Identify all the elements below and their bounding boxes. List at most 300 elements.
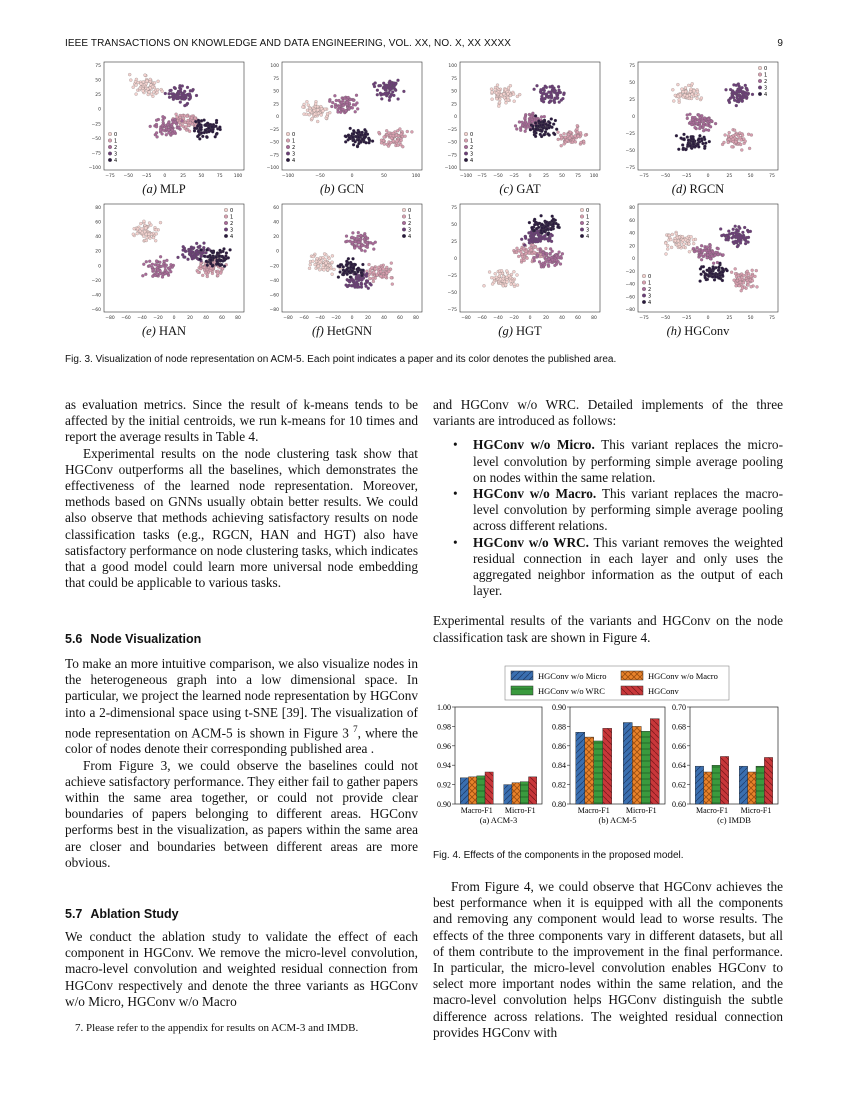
scatter-point: [543, 89, 546, 92]
scatter-point: [152, 90, 155, 93]
scatter-point: [533, 229, 536, 232]
legend-label: 3: [408, 227, 412, 234]
scatter-point: [717, 247, 720, 250]
x-tick-label: 50: [381, 174, 387, 179]
y-tick-label: 75: [451, 206, 457, 211]
y-tick-label: 20: [95, 249, 101, 255]
bar: [764, 757, 772, 804]
scatter-point: [520, 238, 523, 241]
scatter-point: [543, 234, 546, 237]
y-tick-label: 100: [448, 64, 457, 69]
scatter-point: [698, 119, 701, 122]
scatter-point: [156, 91, 159, 94]
scatter-point: [694, 126, 697, 129]
scatter-point: [311, 117, 314, 120]
scatter-point: [392, 82, 395, 85]
scatter-point: [552, 123, 555, 126]
scatter-point: [361, 244, 364, 247]
scatter-point: [142, 90, 145, 93]
subfigure-tag: (a): [142, 182, 157, 196]
scatter-point: [380, 141, 383, 144]
scatter-point: [132, 233, 135, 236]
y-tick-label: 40: [273, 220, 279, 226]
scatter-point: [314, 263, 317, 266]
legend-label: 1: [764, 72, 768, 79]
scatter-point: [392, 134, 395, 137]
subplot-label: (b) ACM-5: [598, 815, 637, 825]
legend-label: 4: [648, 299, 652, 306]
y-tick-label: 0.82: [552, 780, 566, 790]
scatter-point: [554, 119, 557, 122]
scatter-point: [539, 91, 542, 94]
scatter-point: [151, 266, 154, 269]
scatter-point: [681, 235, 684, 238]
scatter-point: [519, 129, 522, 132]
scatter-point: [706, 124, 709, 127]
bar: [632, 726, 641, 804]
scatter-point: [197, 130, 200, 133]
scatter-point: [404, 135, 407, 138]
scatter-point: [151, 275, 154, 278]
scatter-point: [540, 130, 543, 133]
y-tick-label: 0: [276, 249, 279, 255]
y-tick-label: 60: [629, 218, 635, 224]
scatter-point: [167, 131, 170, 134]
scatter-point: [540, 115, 543, 118]
scatter-point: [349, 127, 352, 130]
scatter-point: [545, 128, 548, 131]
legend-swatch: [621, 671, 643, 680]
tsne-panel-hgconv: [612, 200, 784, 340]
scatter-point: [692, 247, 695, 250]
scatter-point: [173, 130, 176, 133]
scatter-point: [216, 272, 219, 275]
scatter-point: [689, 113, 692, 116]
scatter-point: [185, 125, 188, 128]
scatter-point: [397, 79, 400, 82]
scatter-point: [547, 239, 550, 242]
scatter-point: [301, 106, 304, 109]
scatter-point: [189, 253, 192, 256]
scatter-point: [556, 92, 559, 95]
scatter-point: [155, 260, 158, 263]
scatter-point: [750, 285, 753, 288]
scatter-point: [305, 100, 308, 103]
x-tick-label: 0: [706, 316, 710, 321]
bar: [720, 756, 728, 804]
legend-label: 0: [408, 207, 412, 214]
scatter-point: [747, 230, 750, 233]
scatter-point: [677, 148, 680, 151]
scatter-point: [710, 120, 713, 123]
scatter-point: [528, 252, 531, 255]
x-tick-label: 50: [559, 174, 565, 179]
scatter-point: [534, 246, 537, 249]
scatter-point: [727, 230, 730, 233]
footnote-ref[interactable]: 7: [353, 723, 358, 734]
scatter-point: [551, 258, 554, 261]
scatter-point: [406, 130, 409, 133]
scatter-point: [334, 106, 337, 109]
scatter-point: [377, 131, 380, 134]
scatter-point: [708, 140, 711, 143]
y-tick-label: 0.80: [552, 800, 566, 809]
scatter-point: [188, 130, 191, 133]
x-tick-label: Macro-F1: [460, 806, 493, 815]
scatter-point: [737, 274, 740, 277]
x-tick-label: 0: [163, 174, 167, 179]
tsne-panel-mlp: [78, 58, 250, 198]
y-tick-label: 60: [273, 206, 279, 211]
y-tick-label: 0: [98, 107, 101, 113]
scatter-point: [155, 131, 158, 134]
y-tick-label: −100: [444, 166, 457, 171]
x-tick-label: 20: [187, 316, 193, 321]
left-column-top: [65, 397, 418, 591]
y-tick-label: 0: [98, 264, 101, 270]
scatter-point: [339, 111, 342, 114]
scatter-point: [215, 119, 218, 122]
scatter-point: [143, 230, 146, 233]
scatter-point: [318, 268, 321, 271]
x-tick-label: 25: [543, 174, 549, 179]
bar: [623, 723, 632, 804]
scatter-point: [328, 264, 331, 267]
scatter-point: [328, 100, 331, 103]
variant-name: HGConv w/o Macro.: [473, 486, 597, 502]
legend-label: 4: [764, 91, 768, 98]
scatter-point: [182, 249, 185, 252]
scatter-point: [400, 133, 403, 136]
scatter-point: [397, 144, 400, 147]
scatter-point: [142, 235, 145, 238]
scatter-point: [354, 103, 357, 106]
scatter-point: [734, 267, 737, 270]
scatter-point: [185, 103, 188, 106]
scatter-point: [682, 239, 685, 242]
scatter-point: [196, 125, 199, 128]
y-tick-label: 0.86: [552, 741, 566, 751]
scatter-point: [732, 96, 735, 99]
scatter-point: [525, 252, 528, 255]
legend-swatch: [621, 686, 643, 695]
subfigure-name: HetGNN: [323, 324, 373, 338]
section-number: 5.7: [65, 907, 83, 921]
y-tick-label: 75: [273, 76, 279, 82]
scatter-point: [722, 234, 725, 237]
y-tick-label: 0.94: [437, 761, 451, 771]
scatter-point: [518, 93, 521, 96]
scatter-point: [682, 243, 685, 246]
legend-label: 2: [230, 220, 234, 227]
legend-label: 4: [230, 233, 234, 240]
scatter-point: [151, 263, 154, 266]
scatter-point: [689, 90, 692, 93]
x-tick-label: −50: [123, 174, 134, 179]
scatter-point: [561, 252, 564, 255]
scatter-point: [742, 234, 745, 237]
scatter-point: [534, 240, 537, 243]
scatter-point: [359, 234, 362, 237]
scatter-point: [549, 99, 552, 102]
scatter-point: [229, 248, 232, 251]
scatter-point: [197, 253, 200, 256]
x-tick-label: 50: [747, 316, 754, 321]
scatter-point: [675, 134, 678, 137]
scatter-point: [362, 277, 365, 280]
bar: [704, 772, 712, 804]
paragraph: We conduct the ablation study to validate the effect of each component in HGConv. We remove the micro-level convolution, macro-level convolution and weighted residual connection from HGConv respectively and denote the three variants as HGConv w/o Micro, HGConv w/o Macro: [65, 929, 418, 1009]
scatter-point: [708, 267, 711, 270]
tsne-panel-han: [78, 200, 250, 340]
scatter-point: [571, 141, 574, 144]
scatter-point: [315, 260, 318, 263]
scatter-point: [157, 80, 160, 83]
scatter-point: [503, 280, 506, 283]
bullet-icon: •: [453, 534, 458, 550]
scatter-point: [195, 94, 198, 97]
x-tick-label: 25: [726, 174, 733, 179]
legend-marker: [580, 215, 584, 219]
scatter-point: [719, 262, 722, 265]
scatter-point: [557, 256, 560, 259]
scatter-point: [543, 230, 546, 233]
footnote: 7. Please refer to the appendix for results on ACM-3 and IMDB.: [75, 1022, 359, 1034]
scatter-point: [354, 140, 357, 143]
scatter-point: [531, 243, 534, 246]
scatter-point: [346, 263, 349, 266]
scatter-point: [308, 267, 311, 270]
scatter-point: [534, 122, 537, 125]
scatter-point: [565, 139, 568, 142]
bar: [756, 766, 764, 804]
scatter-point: [164, 92, 167, 95]
x-tick-label: −20: [331, 316, 341, 321]
legend-marker: [224, 215, 228, 219]
x-tick-label: −25: [681, 174, 692, 179]
scatter-point: [357, 241, 360, 244]
subfigure-caption: [256, 324, 428, 339]
scatter-point: [210, 258, 213, 261]
scatter-point: [179, 101, 182, 104]
scatter-point: [370, 266, 373, 269]
scatter-point: [141, 274, 144, 277]
scatter-point: [541, 123, 544, 126]
scatter-point: [683, 133, 686, 136]
scatter-point: [364, 250, 367, 253]
scatter-point: [349, 98, 352, 101]
paragraph: From Figure 4, we could observe that HGConv achieves the best performance when it is equipped with all the components and removing any component would lead to worse results. The effects of the three components vary in different datasets, but all of them contribute to the improvement in the final performance. In particular, the micro-level convolution enables HGConv to select more important nodes within the same relation, and the macro-level convolution helps HGConv distinguish the subtle difference across relations. The weighted residual connection provides HGConv with: [433, 879, 783, 1040]
scatter-point: [203, 119, 206, 122]
scatter-point: [538, 260, 541, 263]
x-tick-label: Macro-F1: [696, 806, 728, 815]
scatter-point: [159, 255, 162, 258]
legend-marker: [108, 132, 112, 136]
scatter-point: [699, 124, 702, 127]
scatter-point: [692, 143, 695, 146]
scatter-point: [345, 135, 348, 138]
x-tick-label: 0: [350, 174, 354, 179]
scatter-point: [523, 117, 526, 120]
scatter-point: [736, 245, 739, 248]
y-tick-label: 0: [276, 115, 279, 120]
scatter-point: [342, 108, 345, 111]
scatter-point: [198, 137, 201, 140]
scatter-point: [354, 282, 357, 285]
legend-marker: [642, 281, 646, 285]
scatter-point: [528, 221, 531, 224]
x-tick-label: −50: [660, 316, 671, 321]
subfigure-tag: (f): [311, 324, 324, 338]
scatter-point: [665, 253, 668, 256]
scatter-point: [333, 94, 336, 97]
scatter-point: [174, 93, 177, 96]
scatter-point: [337, 111, 340, 114]
scatter-point: [666, 244, 669, 247]
y-tick-label: 0.92: [437, 780, 451, 790]
scatter-point: [722, 253, 725, 256]
y-tick-label: −60: [625, 295, 635, 301]
y-tick-label: −20: [269, 264, 279, 270]
scatter-point: [389, 88, 392, 91]
scatter-point: [558, 89, 561, 92]
scatter-point: [346, 285, 349, 288]
scatter-point: [745, 92, 748, 95]
scatter-point: [549, 236, 552, 239]
scatter-point: [352, 267, 355, 270]
scatter-point: [397, 98, 400, 101]
scatter-point: [560, 144, 563, 147]
left-column-bottom: [65, 929, 418, 1010]
scatter-point: [741, 231, 744, 234]
y-tick-label: 0.96: [437, 741, 451, 751]
scatter-point: [139, 222, 142, 225]
scatter-point: [382, 267, 385, 270]
scatter-point: [368, 263, 371, 266]
scatter-point: [359, 141, 362, 144]
scatter-point: [551, 234, 554, 237]
scatter-point: [694, 94, 697, 97]
legend-marker: [108, 152, 112, 156]
scatter-point: [553, 98, 556, 101]
y-tick-label: 80: [629, 206, 635, 211]
scatter-point: [219, 249, 222, 252]
x-tick-label: 60: [575, 316, 581, 321]
scatter-point: [698, 134, 701, 137]
scatter-point: [756, 285, 759, 288]
scatter-point: [735, 284, 738, 287]
legend-label: 2: [648, 286, 652, 293]
scatter-point: [553, 133, 556, 136]
y-tick-label: 50: [95, 78, 101, 84]
scatter-point: [371, 140, 374, 143]
scatter-point: [682, 148, 685, 151]
legend-marker: [642, 274, 646, 278]
tsne-panel-gcn: [256, 58, 428, 198]
scatter-point: [158, 272, 161, 275]
y-tick-label: 75: [95, 64, 101, 69]
scatter-point: [384, 88, 387, 91]
scatter-point: [351, 236, 354, 239]
scatter-point: [207, 130, 210, 133]
scatter-point: [174, 121, 177, 124]
scatter-point: [684, 90, 687, 93]
scatter-point: [155, 232, 158, 235]
scatter-point: [195, 250, 198, 253]
legend-label: 1: [114, 138, 118, 145]
scatter-point: [156, 269, 159, 272]
scatter-point: [363, 128, 366, 131]
scatter-point: [537, 226, 540, 229]
scatter-point: [335, 99, 338, 102]
scatter-point: [495, 276, 498, 279]
x-tick-label: 25: [180, 174, 187, 179]
scatter-point: [128, 73, 131, 76]
scatter-point: [356, 107, 359, 110]
scatter-point: [530, 115, 533, 118]
scatter-point: [717, 253, 720, 256]
legend-marker: [580, 221, 584, 225]
scatter-point: [346, 101, 349, 104]
scatter-point: [691, 118, 694, 121]
scatter-point: [188, 93, 191, 96]
scatter-point: [219, 272, 222, 275]
x-tick-label: 60: [219, 316, 225, 321]
scatter-point: [206, 136, 209, 139]
scatter-point: [509, 280, 512, 283]
scatter-point: [379, 270, 382, 273]
scatter-point: [721, 279, 724, 282]
scatter-point: [206, 264, 209, 267]
scatter-point: [690, 97, 693, 100]
scatter-point: [696, 90, 699, 93]
y-tick-label: 0: [632, 257, 635, 262]
scatter-point: [516, 284, 519, 287]
x-tick-label: −60: [299, 316, 309, 321]
scatter-point: [205, 260, 208, 263]
scatter-point: [383, 136, 386, 139]
scatter-point: [544, 130, 547, 133]
scatter-point: [714, 276, 717, 279]
scatter-point: [576, 124, 579, 127]
scatter-point: [537, 120, 540, 123]
scatter-point: [361, 138, 364, 141]
scatter-point: [682, 245, 685, 248]
scatter-point: [392, 140, 395, 143]
scatter-point: [751, 269, 754, 272]
x-tick-label: 0: [528, 316, 532, 321]
subfigure-caption: [434, 182, 606, 197]
scatter-point: [313, 113, 316, 116]
scatter-point: [370, 283, 373, 286]
scatter-point: [689, 144, 692, 147]
scatter-point: [189, 121, 192, 124]
x-tick-label: −75: [639, 174, 649, 179]
scatter-point: [187, 258, 190, 261]
scatter-point: [524, 130, 527, 133]
scatter-point: [684, 86, 687, 89]
scatter-point: [345, 268, 348, 271]
scatter-point: [542, 121, 545, 124]
scatter-point: [316, 257, 319, 260]
y-tick-label: −20: [91, 278, 101, 284]
scatter-point: [547, 233, 550, 236]
scatter-point: [154, 239, 157, 242]
scatter-point: [351, 106, 354, 109]
x-tick-label: −50: [315, 174, 325, 179]
scatter-point: [354, 110, 357, 113]
scatter-point: [145, 233, 148, 236]
